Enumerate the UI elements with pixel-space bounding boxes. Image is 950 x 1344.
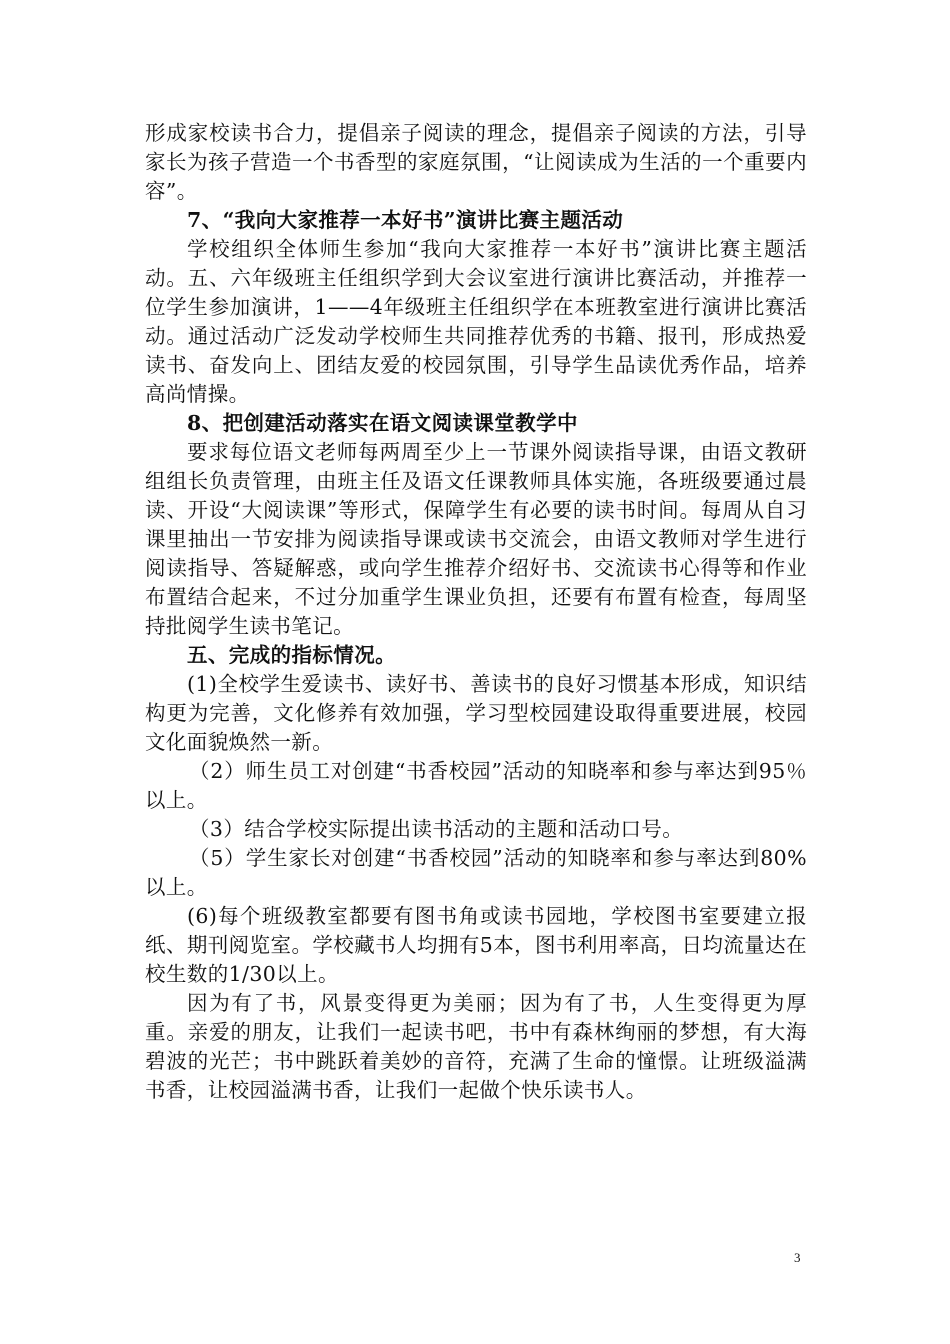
section-heading-8: 8、把创建活动落实在语文阅读课堂教学中: [187, 411, 578, 435]
paragraph-reading-class: 要求每位语文老师每两周至少上一节课外阅读指导课，由语文教研组组长负责管理，由班主任及语文任课教师具体实施，各班级要通过晨读、开设“大阅读课”等形式，保障学生有必要的读书时间。每周从自习课里抽出一节安排为阅读指导课或读书交流会，由语文教师对学生进行阅读指导、答疑解惑，或向学生推荐介绍好书、交流读书心得等和作业布置结合起来，不过分加重学生课业负担，还要有布置有检查，每周坚持批阅学生读书笔记。: [145, 440, 807, 638]
closing-paragraph: 因为有了书，风景变得更为美丽；因为有了书，人生变得更为厚重。亲爱的朋友，让我们一起读书吧，书中有森林绚丽的梦想，有大海碧波的光芒；书中跳跃着美妙的音符，充满了生命的憧憬。让班级溢满书香，让校园溢满书香，让我们一起做个快乐读书人。: [145, 991, 807, 1102]
indicator-item-1: (1)全校学生爱读书、读好书、善读书的良好习惯基本形成，知识结构更为完善，文化修养有效加强，学习型校园建设取得重要进展，校园文化面貌焕然一新。: [145, 672, 807, 754]
indicator-item-2: （2）师生员工对创建“书香校园”活动的知晓率和参与率达到95％以上。: [145, 759, 807, 812]
indicator-item-3: （3）结合学校实际提出读书活动的主题和活动口号。: [189, 817, 684, 841]
page-number: 3: [794, 1250, 801, 1265]
indicator-item-6: (6)每个班级教室都要有图书角或读书园地，学校图书室要建立报纸、期刊阅览室。学校藏书人均拥有5本，图书利用率高，日均流量达在校生数的1/30以上。: [145, 904, 807, 986]
section-heading-5: 五、完成的指标情况。: [187, 643, 396, 667]
paragraph-speech-contest: 学校组织全体师生参加“我向大家推荐一本好书”演讲比赛主题活动。五、六年级班主任组织学到大会议室进行演讲比赛活动，并推荐一位学生参加演讲，1——4年级班主任组织学在本班教室进行演讲比赛活动。通过活动广泛发动学校师生共同推荐优秀的书籍、报刊，形成热爱读书、奋发向上、团结友爱的校园氛围，引导学生品读优秀作品，培养高尚情操。: [145, 237, 807, 406]
document-body: [145, 119, 807, 1105]
section-heading-7: 7、“我向大家推荐一本好书”演讲比赛主题活动: [187, 208, 624, 232]
indicator-item-5: （5）学生家长对创建“书香校园”活动的知晓率和参与率达到80%以上。: [145, 846, 807, 899]
paragraph-continuation: 形成家校读书合力，提倡亲子阅读的理念，提倡亲子阅读的方法，引导家长为孩子营造一个书香型的家庭氛围，“让阅读成为生活的一个重要内容”。: [145, 121, 807, 203]
